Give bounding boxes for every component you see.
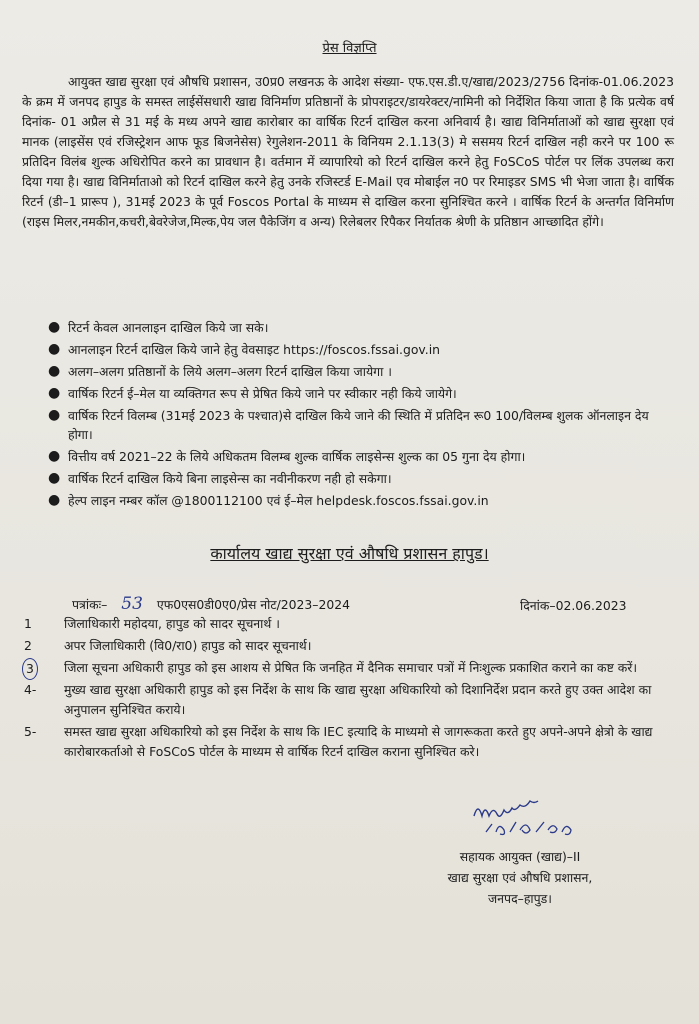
bullet-icon: ● bbox=[48, 319, 61, 335]
bullet-icon: ● bbox=[48, 363, 61, 379]
document-title: प्रेस विज्ञप्ति bbox=[322, 41, 377, 56]
list-item: 3 जिला सूचना अधिकारी हापुड को इस आशय से प्रेषित कि जनहित में दैनिक समाचार पत्रों में निःशुल्क प्रकाशित कराने का कष्ट करें। bbox=[24, 658, 684, 678]
list-item: ● रिटर्न केवल आनलाइन दाखिल किये जा सके। bbox=[48, 319, 269, 335]
list-item: ● वित्तीय वर्ष 2021–22 के लिये अधिकतम विलम्ब शुल्क वार्षिक लाइसेन्स शुल्क का 05 गुना देय होगा। bbox=[48, 448, 526, 464]
reference-suffix: एफ0एस0डी0ए0/प्रेस नोट/2023–2024 bbox=[156, 597, 351, 612]
list-item: 4- मुख्य खाद्य सुरक्षा अधिकारी हापुड को इस निर्देश के साथ कि खाद्य सुरक्षा अधिकारियो को दिशानिर्देश प्रदान करते हुए उक्त आदेश का अनुपालन सुनिश्चित कराये। bbox=[24, 682, 652, 717]
bullet-icon: ● bbox=[48, 470, 61, 486]
list-item: ● वार्षिक रिटर्न दाखिल किये बिना लाइसेन्स का नवीनीकरण नही हो सकेगा। bbox=[48, 470, 392, 486]
signatory-block bbox=[420, 846, 620, 909]
intro-paragraph bbox=[22, 72, 674, 232]
list-item: 2 अपर जिलाधिकारी (वि0/रा0) हापुड को सादर सूचनार्थ। bbox=[24, 638, 312, 653]
instruction-list bbox=[26, 318, 676, 513]
reference-number: 53 bbox=[121, 594, 143, 614]
office-heading: कार्यालय खाद्य सुरक्षा एवं औषधि प्रशासन हापुड। bbox=[210, 544, 489, 563]
bullet-icon: ● bbox=[48, 492, 61, 508]
intro-text: आयुक्त खाद्य सुरक्षा एवं औषधि प्रशासन, उ0प्र0 लखनऊ के आदेश संख्या- एफ.एस.डी.ए/खाद्य/2023/2756 दिनांक-01.06.2023 के क्रम में जनपद हापुड के समस्त लाईसेंसधारी खाद्य विनिर्माण प्रतिष्ठानों के प्रोपराइटर/डायरेक्टर/नामिनी को निर्देशित किया जाता है कि प्रत्येक वर्ष दिनांक- 01 अप्रैल से 31 मई के मध्य अपने खाद्य कारोबार का वार्षिक रिटर्न दाखिल करना अनिवार्य है। खाद्य विनिर्माताओं को खाद्य सुरक्षा एवं मानक (लाइसेंस एवं रजिस्ट्रेशन आफ फूड बिजनेसेस) रेगुलेशन-2011 के विनियम 2.1.13(3) मे ससमय रिटर्न दाखिल नही करने पर 100 रू प्रतिदिन विलंब शुल्क अधिरोपित करने का प्रावधान है। वर्तमान में व्यापारियो को रिटर्न दाखिल करने हेतु FoSCoS पोर्टल पर लिंक उपलब्ध करा दिया गया है। खाद्य विनिर्माताओ को रिटर्न दाखिल करने हेतु उनके रजिस्टर्ड E-Mail एव मोबाईल न0 पर रिमाइडर SMS भी भेजा जाता है। वार्षिक रिटर्न (डी–1 प्रारूप ), 31मई 2023 के पूर्व Foscos Portal के माध्यम से दाखिल करना सुनिश्चित करने । वार्षिक रिटर्न के अन्तर्गत विनिर्माण (राइस मिलर,नमकीन,कचरी,बेवरेजेज,मिल्क,पेय जल पैकेजिंग व अन्य) रिलेबलर रिपैकर निर्यातक श्रेणी के प्रतिष्ठान आच्छादित होंगे। bbox=[22, 74, 674, 229]
list-item: 1 जिलाधिकारी महोदया, हापुड को सादर सूचनार्थ । bbox=[24, 616, 280, 631]
reference-date: दिनांक–02.06.2023 bbox=[520, 598, 627, 613]
bullet-icon: ● bbox=[48, 407, 61, 423]
recipient-list bbox=[24, 614, 684, 764]
reference-prefix: पत्रांकः– bbox=[72, 597, 108, 612]
bullet-icon: ● bbox=[48, 385, 61, 401]
list-item: ● वार्षिक रिटर्न विलम्ब (31मई 2023 के पश्चात)से दाखिल किये जाने की स्थिति में प्रतिदिन रू0 100/विलम्ब शुलक ऑनलाइन देय होगा। bbox=[48, 407, 649, 442]
list-item: 5- समस्त खाद्य सुरक्षा अधिकारियो को इस निर्देश के साथ कि IEC इत्यादि के माध्यमो से जागरूकता करते हुए अपने-अपने क्षेत्रो के खाद्य कारोबारकर्ताओ से FoSCoS पोर्टल के माध्यम से वार्षिक रिटर्न दाखिल कराना सुनिश्चित करे। bbox=[24, 724, 653, 759]
bullet-icon: ● bbox=[48, 448, 61, 464]
reference-line bbox=[72, 594, 350, 614]
signatory-designation: सहायक आयुक्त (खाद्य)–II bbox=[459, 849, 581, 864]
list-item: ● आनलाइन रिटर्न दाखिल किये जाने हेतु वेवसाइट https://foscos.fssai.gov.in bbox=[48, 341, 441, 357]
list-item: ● अलग–अलग प्रतिष्ठानों के लिये अलग–अलग रिटर्न दाखिल किया जायेगा । bbox=[48, 363, 392, 379]
list-item: ● हेल्प लाइन नम्बर कॉल @1800112100 एवं ई–मेल helpdesk.foscos.fssai.gov.in bbox=[48, 492, 489, 508]
list-item: ● वार्षिक रिटर्न ई–मेल या व्यक्तिगत रूप से प्रेषित किये जाने पर स्वीकार नही किये जायेगे। bbox=[48, 385, 457, 401]
signatory-department: खाद्य सुरक्षा एवं औषधि प्रशासन, bbox=[447, 870, 593, 885]
bullet-icon: ● bbox=[48, 341, 61, 357]
handwritten-signature bbox=[470, 794, 590, 842]
signatory-district: जनपद–हापुड। bbox=[487, 891, 553, 906]
